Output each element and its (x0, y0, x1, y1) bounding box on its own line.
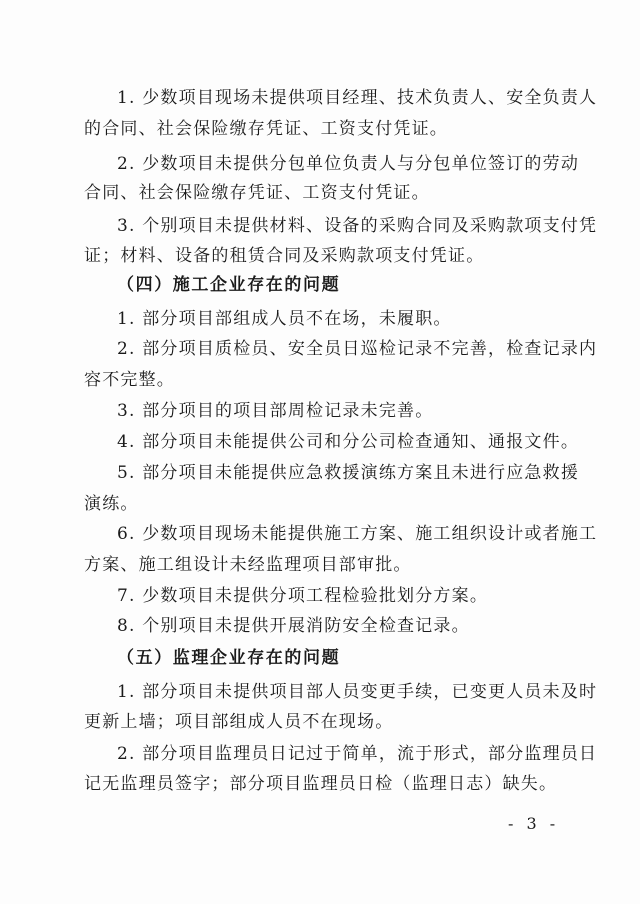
text-line: 更新上墙；项目部组成人员不在现场。 (84, 712, 394, 732)
text-line: 合同、社会保险缴存凭证、工资支付凭证。 (84, 183, 430, 203)
text-line: 1. 部分项目部组成人员不在场，未履职。 (117, 309, 452, 329)
text-line: 1. 部分项目未提供项目部人员变更手续，已变更人员未及时 (117, 682, 598, 702)
text-line: 1. 少数项目现场未提供项目经理、技术负责人、安全负责人 (117, 88, 598, 108)
text-line: 容不完整。 (84, 370, 175, 390)
text-line: 2. 少数项目未提供分包单位负责人与分包单位签订的劳动 (117, 154, 580, 174)
text-line: 演练。 (84, 494, 139, 514)
text-line: 3. 部分项目的项目部周检记录未完善。 (117, 401, 434, 421)
text-line: 记无监理员签字；部分项目监理员日检（监理日志）缺失。 (84, 774, 558, 794)
text-line: 6. 少数项目现场未能提供施工方案、施工组织设计或者施工 (117, 524, 598, 544)
text-line: 2. 部分项目质检员、安全员日巡检记录不完善，检查记录内 (117, 339, 598, 359)
section-heading: （五）监理企业存在的问题 (117, 648, 341, 668)
page-number: - 3 - (508, 814, 560, 833)
text-line: 7. 少数项目未提供分项工程检验批划分方案。 (117, 586, 489, 606)
text-line: 8. 个别项目未提供开展消防安全检查记录。 (117, 616, 470, 636)
section-heading: （四）施工企业存在的问题 (117, 275, 341, 295)
text-line: 4. 部分项目未能提供公司和分公司检查通知、通报文件。 (117, 432, 580, 452)
text-line: 5. 部分项目未能提供应急救援演练方案且未进行应急救援 (117, 463, 580, 483)
text-line: 3. 个别项目未提供材料、设备的采购合同及采购款项支付凭 (117, 216, 598, 236)
text-line: 的合同、社会保险缴存凭证、工资支付凭证。 (84, 119, 448, 139)
text-line: 证；材料、设备的租赁合同及采购款项支付凭证。 (84, 246, 485, 266)
text-line: 2. 部分项目监理员日记过于简单，流于形式，部分监理员日 (117, 744, 598, 764)
text-line: 方案、施工组设计未经监理项目部审批。 (84, 555, 412, 575)
